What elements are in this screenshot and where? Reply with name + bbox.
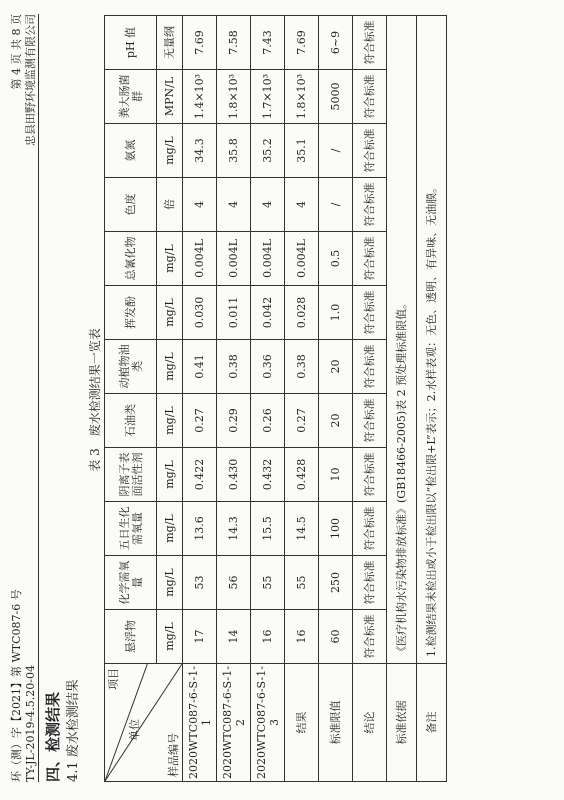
unit-cell: mg/L	[157, 124, 183, 178]
corner-code-label: 样品编号	[167, 733, 180, 777]
unit-cell: mg/L	[157, 340, 183, 394]
value-cell: 0.428	[285, 448, 319, 502]
value-cell: 14.5	[285, 502, 319, 556]
param-header-cell: 石油类	[105, 394, 157, 448]
unit-cell: 倍	[157, 178, 183, 232]
param-header-cell: 动植物油类	[105, 340, 157, 394]
value-cell: 符合标准	[353, 232, 387, 286]
unit-cell: mg/L	[157, 394, 183, 448]
value-cell: 13.6	[183, 502, 217, 556]
unit-cell: mg/L	[157, 232, 183, 286]
wastewater-results-table	[104, 15, 447, 782]
value-cell: 6~9	[319, 16, 353, 70]
value-cell: 符合标准	[353, 70, 387, 124]
basis-row-label: 标准依据	[387, 664, 417, 782]
value-cell: 0.38	[285, 340, 319, 394]
value-cell: 7.69	[285, 16, 319, 70]
param-header-cell: 挥发酚	[105, 286, 157, 340]
value-cell: 0.004L	[183, 232, 217, 286]
value-cell: 0.028	[285, 286, 319, 340]
value-cell: 0.26	[251, 394, 285, 448]
value-cell: 1.8×10³	[217, 70, 251, 124]
table-row	[319, 16, 353, 782]
value-cell: 符合标准	[353, 124, 387, 178]
table-row	[251, 16, 285, 782]
value-cell: 1.4×10³	[183, 70, 217, 124]
value-cell: 0.29	[217, 394, 251, 448]
header-rule	[38, 14, 39, 782]
table-caption: 表 3 废水检测结果一览表	[88, 328, 102, 472]
value-cell: 4	[251, 178, 285, 232]
table-row	[217, 16, 251, 782]
page-number: 第 4 页 共 8 页	[10, 14, 23, 90]
value-cell: 符合标准	[353, 610, 387, 664]
value-cell: 7.69	[183, 16, 217, 70]
table-body	[105, 16, 447, 782]
value-cell: 符合标准	[353, 178, 387, 232]
value-cell: 0.011	[217, 286, 251, 340]
value-cell: 0.5	[319, 232, 353, 286]
value-cell: /	[319, 124, 353, 178]
value-cell: 7.58	[217, 16, 251, 70]
unit-cell: mg/L	[157, 286, 183, 340]
param-header-cell: 总氰化物	[105, 232, 157, 286]
unit-cell: mg/L	[157, 502, 183, 556]
value-cell: 56	[217, 556, 251, 610]
subsection-title: 4.1 废水检测结果	[66, 679, 81, 782]
value-cell: 4	[217, 178, 251, 232]
unit-cell: MPN/L	[157, 70, 183, 124]
value-cell: 53	[183, 556, 217, 610]
basis-row-text: 《医疗机构水污染物排放标准》(GB18466-2005)表 2 预处理标准限值。	[387, 16, 417, 664]
header-row-params	[105, 16, 157, 782]
value-cell: 10	[319, 448, 353, 502]
value-cell: 符合标准	[353, 448, 387, 502]
param-header-cell: 阴离子表面活性剂	[105, 448, 157, 502]
value-cell: 0.27	[285, 394, 319, 448]
value-cell: /	[319, 178, 353, 232]
row-label-cell: 结果	[285, 664, 319, 782]
table-row	[353, 16, 387, 782]
table-row	[183, 16, 217, 782]
value-cell: 0.38	[217, 340, 251, 394]
value-cell: 0.432	[251, 448, 285, 502]
value-cell: 14	[217, 610, 251, 664]
value-cell: 0.27	[183, 394, 217, 448]
value-cell: 符合标准	[353, 556, 387, 610]
row-label-cell: 2020WTC087-6-S-1-2	[217, 664, 251, 782]
notes-row-text: 1.检测结果未检出或小于检出限以“检出限+L”表示；2.水样表观：无色、透明、有异味、无油膜。	[417, 16, 447, 664]
table-row	[285, 16, 319, 782]
param-header-cell: 化学需氧量	[105, 556, 157, 610]
row-label-cell: 结论	[353, 664, 387, 782]
value-cell: 1.0	[319, 286, 353, 340]
row-label-cell: 2020WTC087-6-S-1-3	[251, 664, 285, 782]
value-cell: 符合标准	[353, 394, 387, 448]
param-header-cell: pH 值	[105, 16, 157, 70]
value-cell: 20	[319, 394, 353, 448]
value-cell: 35.1	[285, 124, 319, 178]
value-cell: 35.2	[251, 124, 285, 178]
value-cell: 0.41	[183, 340, 217, 394]
unit-cell: mg/L	[157, 448, 183, 502]
value-cell: 35.8	[217, 124, 251, 178]
company-name: 忠县田野环境监测有限公司	[24, 14, 37, 146]
param-header-cell: 氨氮	[105, 124, 157, 178]
header-left	[10, 589, 38, 782]
param-header-cell: 色度	[105, 178, 157, 232]
value-cell: 0.004L	[217, 232, 251, 286]
value-cell: 0.36	[251, 340, 285, 394]
value-cell: 20	[319, 340, 353, 394]
value-cell: 34.3	[183, 124, 217, 178]
value-cell: 0.030	[183, 286, 217, 340]
param-header-cell: 粪大肠菌群	[105, 70, 157, 124]
row-label-cell: 标准限值	[319, 664, 353, 782]
value-cell: 0.004L	[251, 232, 285, 286]
value-cell: 14.3	[217, 502, 251, 556]
value-cell: 16	[285, 610, 319, 664]
value-cell: 1.8×10³	[285, 70, 319, 124]
value-cell: 15.5	[251, 502, 285, 556]
value-cell: 60	[319, 610, 353, 664]
doc-number: 环（测）字【2021】第 WTC087-6 号	[10, 589, 23, 782]
form-number: TY-JL-2019-4.5.20-04	[24, 665, 37, 782]
value-cell: 5000	[319, 70, 353, 124]
value-cell: 55	[251, 556, 285, 610]
value-cell: 100	[319, 502, 353, 556]
param-header-cell: 悬浮物	[105, 610, 157, 664]
notes-row-label: 备注	[417, 664, 447, 782]
value-cell: 4	[183, 178, 217, 232]
corner-unit-label: 单位	[128, 719, 141, 741]
corner-item-label: 项目	[107, 668, 120, 690]
value-cell: 7.43	[251, 16, 285, 70]
value-cell: 符合标准	[353, 16, 387, 70]
value-cell: 符合标准	[353, 286, 387, 340]
basis-row	[387, 16, 417, 782]
value-cell: 17	[183, 610, 217, 664]
value-cell: 0.042	[251, 286, 285, 340]
unit-cell: mg/L	[157, 556, 183, 610]
value-cell: 0.004L	[285, 232, 319, 286]
section-title: 四、检测结果	[44, 691, 62, 782]
corner-cell	[105, 664, 183, 782]
param-header-cell: 五日生化需氧量	[105, 502, 157, 556]
value-cell: 250	[319, 556, 353, 610]
row-label-cell: 2020WTC087-6-S-1-1	[183, 664, 217, 782]
value-cell: 符合标准	[353, 340, 387, 394]
value-cell: 符合标准	[353, 502, 387, 556]
notes-row	[417, 16, 447, 782]
unit-cell: 无量纲	[157, 16, 183, 70]
value-cell: 4	[285, 178, 319, 232]
value-cell: 0.422	[183, 448, 217, 502]
value-cell: 55	[285, 556, 319, 610]
value-cell: 16	[251, 610, 285, 664]
header-right	[10, 14, 38, 146]
value-cell: 1.7×10³	[251, 70, 285, 124]
unit-cell: mg/L	[157, 610, 183, 664]
value-cell: 0.430	[217, 448, 251, 502]
